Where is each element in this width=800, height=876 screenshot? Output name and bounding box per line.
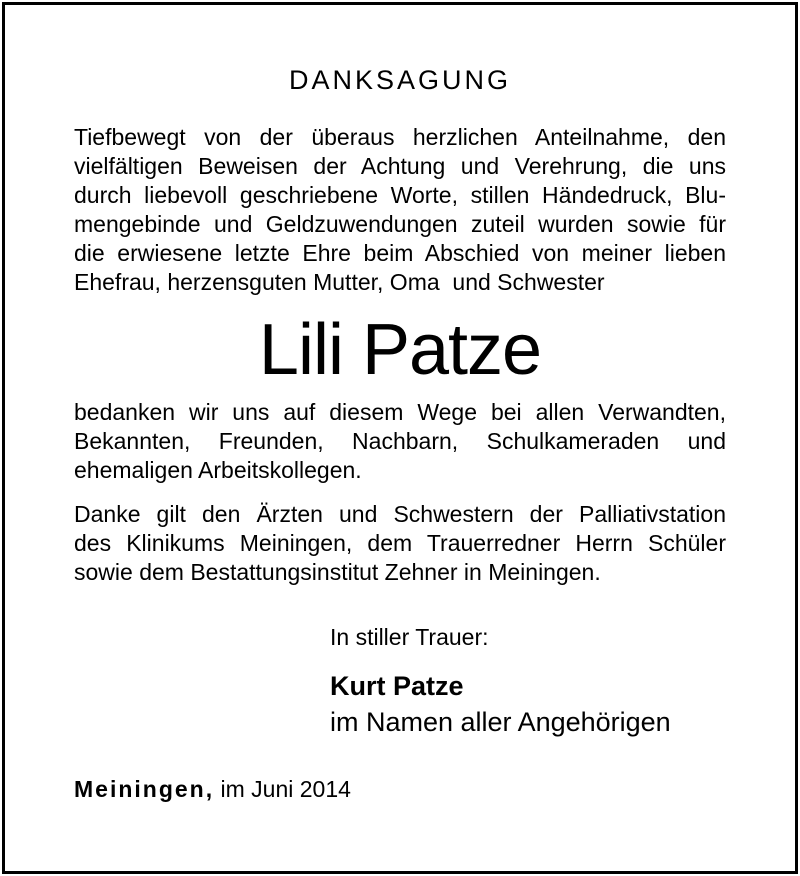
footer-place: Meiningen,	[74, 776, 215, 802]
text-line: sowie dem Bestattungsinstitut Zehner in Meiningen.	[74, 559, 601, 585]
text-line: durch liebevoll geschriebene Worte, stillen Händedruck, Blu-	[74, 182, 726, 208]
thanks-paragraph-intro	[74, 123, 726, 297]
text-line: Danke gilt den Ärzten und Schwestern der Palliativstation	[74, 501, 726, 527]
text-line: bedanken wir uns auf diesem Wege bei allen Verwandten,	[74, 399, 726, 425]
footer-date: im Juni 2014	[220, 776, 351, 802]
text-line: Ehefrau, herzensguten Mutter, Oma und Schwester	[74, 269, 605, 295]
thanks-paragraph-relatives	[74, 398, 726, 485]
text-line: Tiefbewegt von der überaus herzlichen Anteilnahme, den	[74, 124, 726, 150]
thanks-paragraph-doctors	[74, 500, 726, 587]
text-line: die erwiesene letzte Ehre beim Abschied von meiner lieben	[74, 240, 726, 266]
text-line: vielfältigen Beweisen der Achtung und Verehrung, die uns	[74, 153, 726, 179]
deceased-name: Lili Patze	[258, 310, 542, 390]
signoff-name: Kurt Patze	[330, 671, 464, 701]
text-line: Bekannten, Freunden, Nachbarn, Schulkameraden und	[74, 428, 726, 454]
signoff-intro: In stiller Trauer:	[330, 624, 489, 650]
text-line: mengebinde und Geldzuwendungen zuteil wurden sowie für	[74, 211, 726, 237]
notice-heading: DANKSAGUNG	[288, 65, 512, 95]
footer-place-date	[74, 772, 351, 806]
text-line: des Klinikums Meiningen, dem Trauerredner Herrn Schüler	[74, 530, 726, 556]
signoff-subtitle: im Namen aller Angehörigen	[330, 707, 671, 737]
text-line: ehemaligen Arbeitskollegen.	[74, 457, 362, 483]
signoff-block	[330, 620, 730, 740]
